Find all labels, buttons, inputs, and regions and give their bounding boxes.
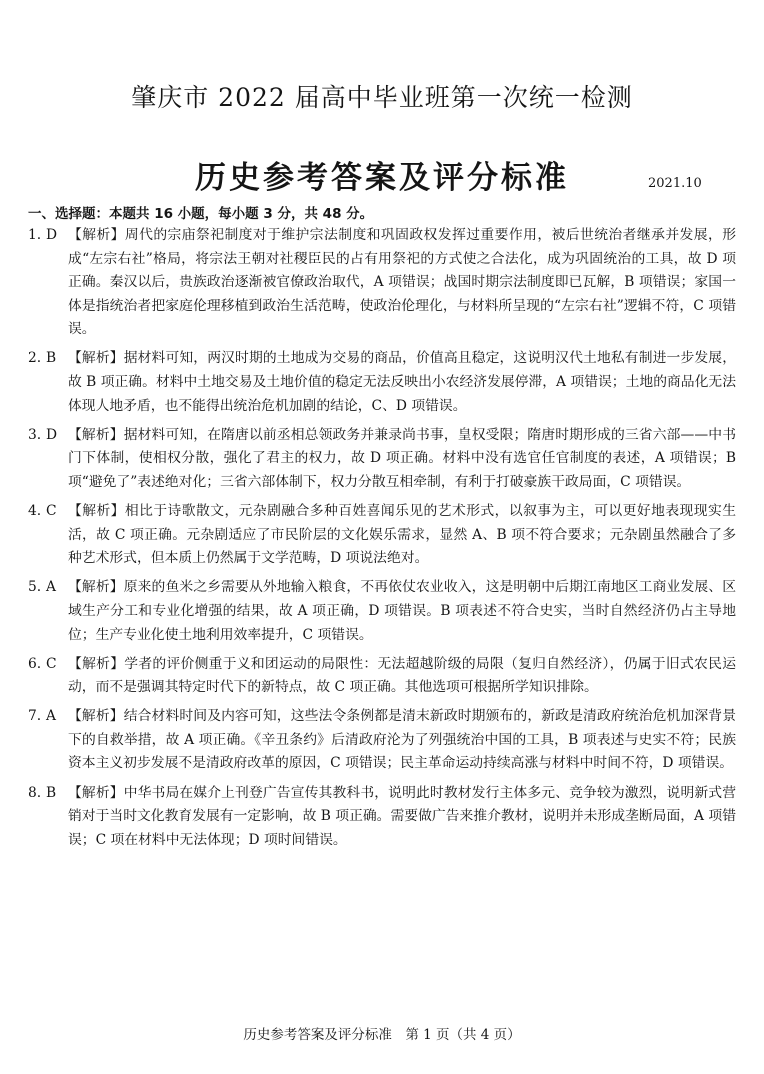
answer-explanation [68,705,736,776]
document-subtitle: 历史参考答案及评分标准 [195,160,569,196]
answer-item [28,500,736,571]
explanation-text: 学者的评价侧重于义和团运动的局限性：无法超越阶级的局限（复归自然经济），仍属于旧式农民运动，而不是强调其特定时代下的新特点，故 C 项正确。其他选项可根据所学知识排除。 [68,655,736,696]
answer-explanation [68,224,736,342]
explanation-text: 结合材料时间及内容可知，这些法令条例都是清末新政时期颁布的，新政是清政府统治危机加深背景下的自救举措，故 A 项正确。《辛丑条约》后清政府沦为了列强统治中国的工具，B 项表述与史实不符；民族资本主义初步发展不是清政府改革的原因，C 项错误；民主革命运动持续高涨与材料中时间不符，D 项错误。 [68,708,737,772]
answer-item [28,705,736,776]
answer-number: 8. [28,784,42,801]
answer-item [28,782,736,853]
page-title: 肇庆市 2022 届高中毕业班第一次统一检测 [131,83,633,112]
explanation-text: 相比于诗歌散文，元杂剧融合多种百姓喜闻乐见的艺术形式，以叙事为主，可以更好地表现现实生活，故 C 项正确。元杂剧适应了市民阶层的文化娱乐需求，显然 A、B 项不符合要求；元杂剧虽然融合了多种艺术形式，但本质上仍然属于文学范畴，D 项说法绝对。 [68,503,737,567]
analysis-tag: 【解析】 [68,708,124,725]
explanation-text: 原来的鱼米之乡需要从外地输入粮食，不再依仗农业收入，这是明朝中后期江南地区工商业发展、区域生产分工和专业化增强的结果，故 A 项正确，D 项错误。B 项表述不符合史实，当时自然经济仍占主导地位；生产专业化使土地利用效率提升，C 项错误。 [68,579,737,643]
answer-explanation [68,653,736,700]
explanation-text: 中华书局在媒介上刊登广告宣传其教科书，说明此时教材发行主体多元、竞争较为激烈，说明新式营销对于当时文化教育发展有一定影响，故 B 项正确。需要做广告来推介教材，说明并未形成垄断局面，A 项错误；C 项在材料中无法体现；D 项时间错误。 [68,784,737,848]
explanation-text: 据材料可知，两汉时期的土地成为交易的商品，价值高且稳定，这说明汉代土地私有制进一步发展，故 B 项正确。材料中土地交易及土地价值的稳定无法反映出小农经济发展停滞，A 项错误；土地的商品化无法体现人地矛盾，也不能得出统治危机加剧的结论，C、D 项错误。 [68,350,737,414]
section-heading: 一、选择题：本题共 16 小题，每小题 3 分，共 48 分。 [28,206,374,222]
answer-explanation [68,782,736,853]
page-footer: 历史参考答案及评分标准 第 1 页（共 4 页） [243,1027,521,1043]
answer-number: 5. [28,579,42,596]
answer-number: 4. [28,503,42,520]
answer-key: B [46,784,57,801]
answer-key: A [46,579,56,596]
answer-number: 6. [28,655,42,672]
answer-item [28,224,736,342]
answer-key: D [46,426,58,443]
answer-number: 1. [28,227,42,243]
answer-item [28,347,736,418]
analysis-tag: 【解析】 [68,655,125,672]
document-date: 2021.10 [648,176,702,191]
explanation-text: 据材料可知，在隋唐以前丞相总领政务并兼录尚书事，皇权受限；隋唐时期形成的三省六部——中书门下体制，使相权分散，强化了君主的权力，故 D 项正确。材料中没有选官任官制度的表述，A 项错误；B 项“避免了”表述绝对化；三省六部体制下，权力分散互相牵制，有利于打破豪族干政局面，C 项错误。 [68,426,736,490]
analysis-tag: 【解析】 [68,350,124,367]
answer-key: C [46,503,57,520]
answer-number: 2. [28,350,42,367]
analysis-tag: 【解析】 [68,784,124,801]
answer-key: B [46,350,57,367]
answer-number: 7. [28,708,42,725]
answer-key: D [46,227,58,243]
answer-item [28,576,736,647]
answer-explanation [68,424,736,495]
answer-list [28,224,736,858]
analysis-tag: 【解析】 [68,503,125,520]
answer-item [28,424,736,495]
answer-item [28,653,736,700]
analysis-tag: 【解析】 [68,579,124,596]
answer-explanation [68,576,736,647]
answer-key: A [46,708,56,725]
analysis-tag: 【解析】 [68,426,124,443]
answer-number: 3. [28,426,42,443]
analysis-tag: 【解析】 [68,227,125,243]
answer-explanation [68,500,736,571]
answer-explanation [68,347,736,418]
answer-key: C [46,655,57,672]
explanation-text: 周代的宗庙祭祀制度对于维护宗法制度和巩固政权发挥过重要作用，被后世统治者继承并发展，形成“左宗右社”格局，将宗法王朝对社稷臣民的占有用祭祀的方式使之合法化，成为巩固统治的工具，故 D 项正确。秦汉以后，贵族政治逐渐被官僚政治取代，A 项错误；战国时期宗法制度即已瓦解，B 项错误；家国一体是指统治者把家庭伦理移植到政治生活范畴，使政治伦理化，与材料所呈现的“左宗右社”逻辑不符，C 项错误。 [68,227,737,338]
